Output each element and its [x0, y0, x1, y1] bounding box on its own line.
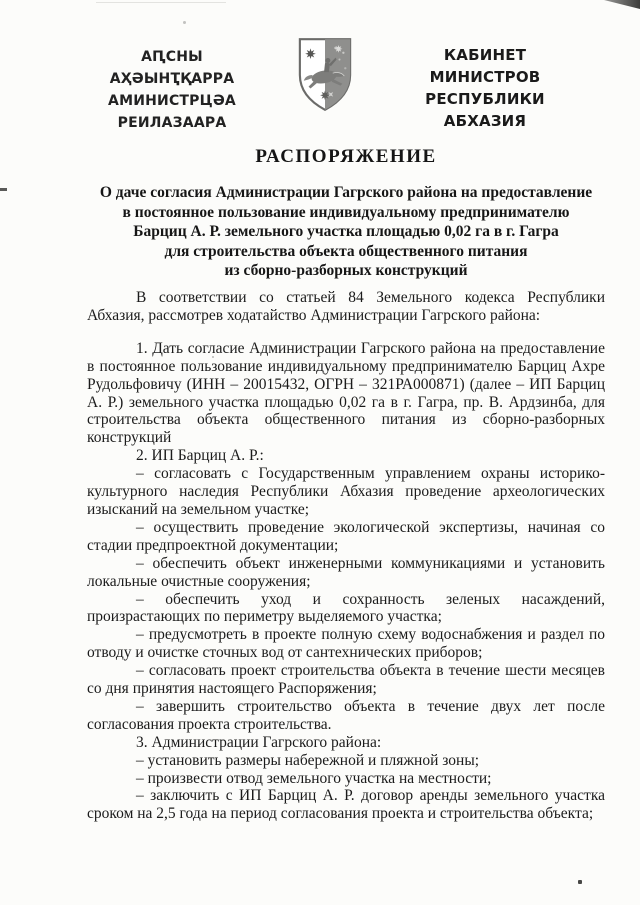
- paragraph-point-2-item-5: – предусмотреть в проекте полную схему водоснабжения и раздел по отводу и очистке сточных вод от сантехнических приборов;: [87, 626, 605, 662]
- document-body: [87, 289, 605, 823]
- paragraph-point-1: 1. Дать согласие Администрации Гагрского района на предоставление в постоянное пользование индивидуальному предпринимателю Барциц Ахре Рудольфовичу (ИНН – 20015432, ОГРН – 321РА000871) (далее – ИП Барциц А. Р.) земельного участка площадью 0,02 га в г. Гагра, пр. В. Ардзинба, для строительства объекта общественного питания из сборно-разборных конструкций: [87, 339, 605, 447]
- subject-line: для строительства объекта общественного питания: [164, 242, 528, 260]
- scan-speck: [578, 880, 582, 884]
- scan-streak-artifact: [96, 2, 226, 3]
- subject-line: Барциц А. Р. земельного участка площадью 0,02 га в г. Гагра: [133, 223, 559, 240]
- scan-edge-mark: [0, 188, 7, 191]
- paragraph-point-2-item-6: – согласовать проект строительства объекта в течение шести месяцев со дня принятия настоящего Распоряжения;: [87, 662, 605, 698]
- header-russian-name: [388, 44, 582, 132]
- paragraph-point-2-item-3: – обеспечить объект инженерными коммуникациями и установить локальные очистные сооружения;: [87, 554, 605, 590]
- paragraph-preamble: В соответствии со статьей 84 Земельного кодекса Республики Абхазия, рассмотрев ходатайство Администрации Гагрского района:: [87, 289, 605, 324]
- paragraph-point-3-item-3: – заключить с ИП Барциц А. Р. договор аренды земельного участка сроком на 2,5 года на период согласования проекта и строительства объекта;: [87, 787, 605, 823]
- header-russian-line2: РЕСПУБЛИКИ АБХАЗИЯ: [425, 90, 545, 130]
- header-abkhaz-line1: АԤСНЫ АҲӘЫНҬҚАРРА: [109, 49, 235, 87]
- paragraph-point-3: 3. Администрации Гагрского района:: [136, 733, 382, 751]
- paragraph-point-2-item-1: – согласовать с Государственным управлением охраны историко-культурного наследия Республики Абхазия проведение археологических изысканий на земельном участке;: [87, 465, 605, 518]
- header-russian-line1: КАБИНЕТ МИНИСТРОВ: [429, 46, 541, 86]
- header-abkhaz-line2: АМИНИСТРЦӘА РЕИЛАЗААРА: [108, 93, 236, 131]
- paragraph-point-2-item-2: – осуществить проведение экологической экспертизы, начиная со стадии предпроектной документации;: [87, 518, 605, 554]
- paragraph-point-3-item-1: – установить размеры набережной и пляжной зоны;: [136, 751, 480, 769]
- subject-line: из сборно-разборных конструкций: [224, 262, 468, 279]
- paragraph-point-2-item-4: – обеспечить уход и сохранность зеленых насаждений, произрастающих по периметру выделяемого участка;: [87, 590, 605, 626]
- subject-line: в постоянное пользование индивидуальному предпринимателю: [122, 203, 570, 221]
- scan-corner-artifact: [604, 0, 640, 9]
- abkhazia-coat-of-arms-icon: [296, 36, 354, 114]
- paragraph-point-2: 2. ИП Барциц А. Р.:: [136, 447, 264, 465]
- subject-line: О даче согласия Администрации Гагрского района на предоставление: [99, 184, 593, 201]
- header-abkhaz-name: [78, 46, 266, 134]
- scan-speck: [183, 21, 186, 24]
- document-subject: [77, 183, 615, 281]
- document-title: РАСПОРЯЖЕНИЕ: [255, 146, 437, 167]
- paragraph-point-2-item-7: – завершить строительство объекта в течение двух лет после согласования проекта строительства.: [87, 697, 605, 733]
- paragraph-point-3-item-2: – произвести отвод земельного участка на местности;: [136, 769, 492, 787]
